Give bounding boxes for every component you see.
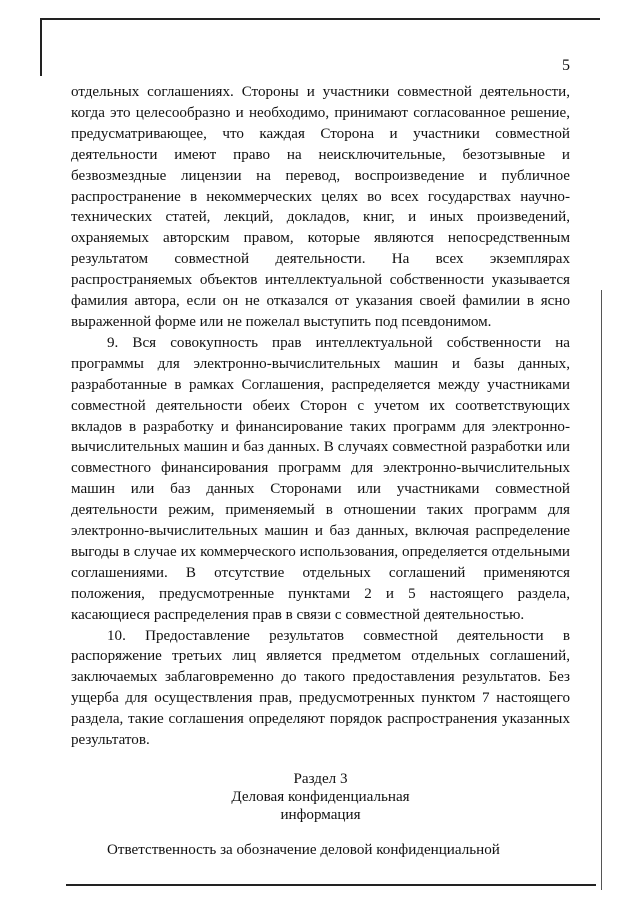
closing-fragment: Ответственность за обозначение деловой конфиденциальной <box>107 842 500 858</box>
paragraph-10: 10. Предоставление результатов совместной деятельности в распоряжение третьих лиц является предметом отдельных соглашений, заключаемых заблаговременно до такого предоставления результатов. Без ущерба для осуществления прав, предусмотренных пунктом 7 настоящего раздела, такие соглашения определяют порядок распространения указанных результатов. <box>71 627 570 749</box>
scan-border-top <box>40 18 600 20</box>
section-number: Раздел 3 <box>293 771 348 787</box>
scan-border-left <box>40 18 42 76</box>
section-heading <box>71 770 570 824</box>
scan-border-right <box>601 290 602 890</box>
scan-border-bottom <box>66 884 596 886</box>
paragraph-9: 9. Вся совокупность прав интеллектуальной собственности на программы для электронно-вычислительных машин и базы данных, разработанные в рамках Соглашения, распределяется между участниками совместной деятельности обеих Сторон с учетом их соответствующих вкладов в разработку и финансирование таких программ для электронно-вычислительных машин и баз данных. В случаях совместной разработки или совместного финансирования программ для электронно-вычислительных машин или баз данных Сторонами или участниками совместной деятельности режим, применяемый в отношении таких программ для электронно-вычислительных машин и баз данных, включая распределение выгоды в случае их коммерческого использования, определяется отдельными соглашениями. В отсутствие отдельных соглашений применяются положения, предусмотренные пунктами 2 и 5 настоящего раздела, касающиеся распределения прав в связи с совместной деятельностью. <box>71 334 570 623</box>
document-body <box>71 82 570 861</box>
paragraph-continued: отдельных соглашениях. Стороны и участники совместной деятельности, когда это целесообразно и необходимо, принимают согласованное решение, предусматривающее, что каждая Сторона и участники совместной деятельности имеют право на неисключительные, безотзывные и безвозмездные лицензии на перевод, воспроизведение и публичное распространение в некоммерческих целях во всех государствах научно-технических статей, лекций, докладов, книг, и иных произведений, охраняемых авторским правом, которые являются непосредственным результатом совместной деятельности. На всех экземплярах распространяемых объектов интеллектуальной собственности указывается фамилия автора, если он не отказался от указания своей фамилии в ясно выраженной форме или не пожелал выступить под псевдонимом. <box>71 84 570 330</box>
section-title-line-2: информация <box>280 807 361 823</box>
page-number: 5 <box>562 57 570 74</box>
section-title-line-1: Деловая конфиденциальная <box>231 789 410 805</box>
